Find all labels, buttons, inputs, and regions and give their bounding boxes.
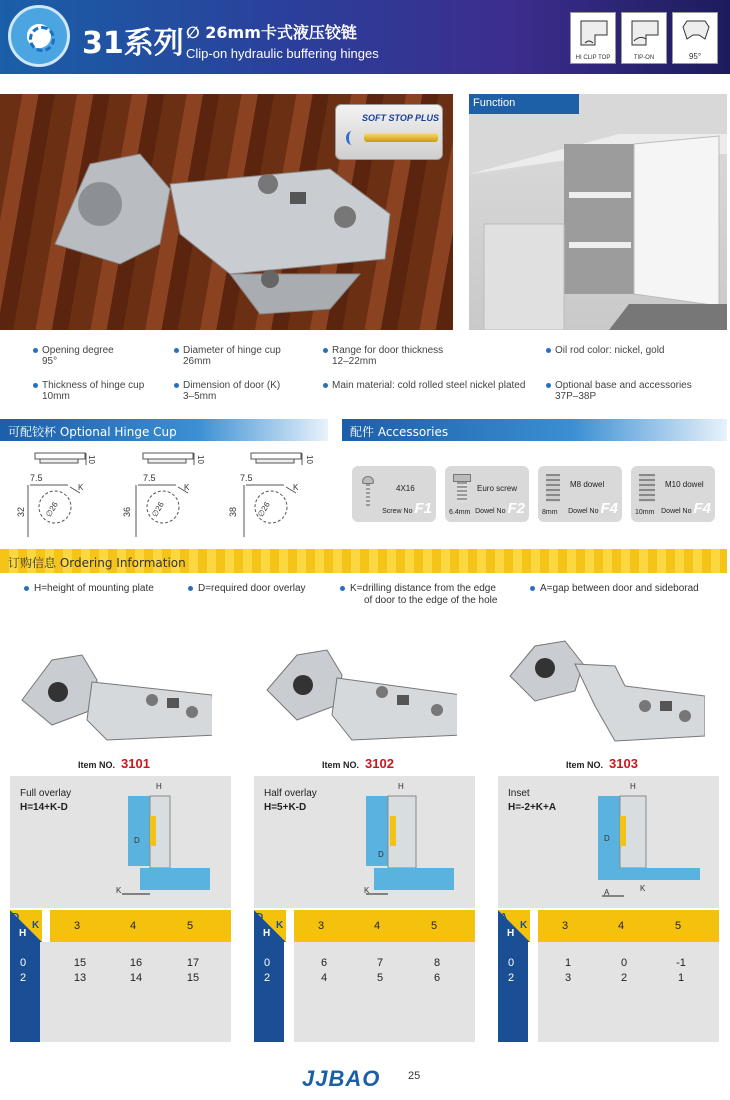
brand-logo-icon xyxy=(8,5,70,67)
accessory-m10-dowel: M10 dowel 10mm Dowel No F4 xyxy=(631,466,715,522)
spec-item: Thickness of hinge cup 10mm xyxy=(42,380,144,402)
opening-angle-icon: 95° xyxy=(672,12,718,64)
spec-item: Diameter of hinge cup 26mm xyxy=(183,345,281,367)
section-accessories: 配件 Accessories xyxy=(342,419,727,441)
tip-on-icon: TIP-ON xyxy=(621,12,667,64)
legend-item: H=height of mounting plate xyxy=(34,583,154,595)
hinge-3102-image xyxy=(257,640,457,750)
title-english: Clip-on hydraulic buffering hinges xyxy=(186,46,379,61)
accessory-screw: 4X16 Screw No F1 xyxy=(352,466,436,522)
function-label: Function xyxy=(469,94,579,114)
hinge-cup-drawing xyxy=(136,453,194,537)
item-number-3103: Item NO. 3103 xyxy=(566,756,638,771)
legend-item: D=required door overlay xyxy=(198,583,306,595)
series-title: 31系列 xyxy=(82,26,184,61)
hinge-3101-image xyxy=(12,640,212,750)
accessory-euro-screw: Euro screw 6.4mm Dowel No F2 xyxy=(445,466,529,522)
table-3102: D H K 3 4 5 0 6 7 8 2 4 5 6 xyxy=(254,910,475,1042)
section-ordering: 订购信息 Ordering Information xyxy=(0,549,727,573)
item-number-3102: Item NO. 3102 xyxy=(322,756,394,771)
accessory-m8-dowel: M8 dowel 8mm Dowel No F4 xyxy=(538,466,622,522)
spec-item: Range for door thickness 12–22mm xyxy=(332,345,443,367)
hinge-3103-image xyxy=(505,636,705,746)
legend-item: A=gap between door and sideborad xyxy=(540,583,699,595)
title-chinese: ∅ 26mm卡式液压铰链 xyxy=(186,23,357,42)
spec-item: Opening degree 95° xyxy=(42,345,114,367)
footer-brand-logo: JJBAO xyxy=(302,1066,381,1091)
section-hinge-cup: 可配铰杯 Optional Hinge Cup xyxy=(0,419,328,441)
table-3101: D H K 3 4 5 0 15 16 17 2 13 14 15 xyxy=(10,910,231,1042)
cabinet-function-photo xyxy=(469,94,727,330)
hinge-cup-drawing xyxy=(28,453,86,537)
full-overlay-panel: Full overlay H=14+K-D H D K xyxy=(10,776,231,908)
spec-item: Dimension of door (K) 3–5mm xyxy=(183,380,280,402)
half-overlay-panel: Half overlay H=5+K-D H D K xyxy=(254,776,475,908)
item-number-3101: Item NO. 3101 xyxy=(78,756,150,771)
soft-stop-badge: SOFT STOP PLUS xyxy=(335,104,443,160)
spec-item: Optional base and accessories 37P–38P xyxy=(555,380,692,402)
hinge-photo xyxy=(0,94,453,330)
spec-item: Main material: cold rolled steel nickel plated xyxy=(332,380,525,391)
hinge-cup-drawings: 10 7.5 K 32 ∅26 10 7.5 K 36 ∅26 10 7.5 K 38 ∅26 xyxy=(0,445,340,545)
page-number: 25 xyxy=(408,1070,421,1082)
spec-item: Oil rod color: nickel, gold xyxy=(555,345,665,356)
clip-top-icon: HI CLIP TOP xyxy=(570,12,616,64)
hinge-cup-drawing xyxy=(244,453,302,537)
table-3103: A H K 3 4 5 0 1 0 -1 2 3 2 1 xyxy=(498,910,719,1042)
inset-panel: Inset H=-2+K+A H D A K xyxy=(498,776,719,908)
legend-item: K=drilling distance from the edge of door to the edge of the hole xyxy=(350,583,497,607)
